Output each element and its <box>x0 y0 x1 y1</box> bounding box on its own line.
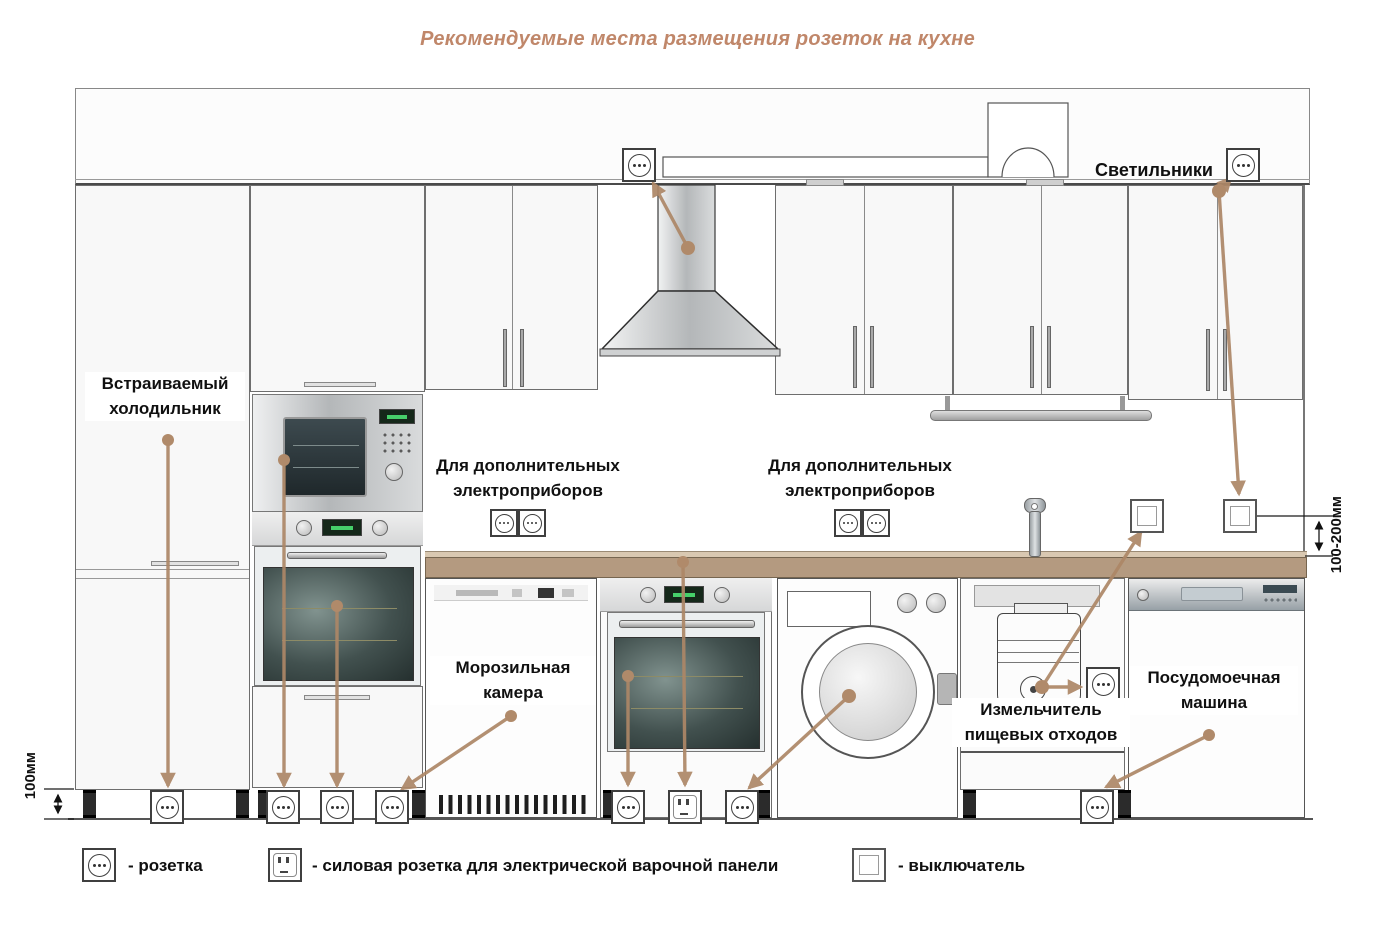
socket-icon <box>266 790 300 824</box>
arrow-freezer <box>402 716 511 789</box>
socket-icon <box>611 790 645 824</box>
power-socket-icon <box>268 848 302 882</box>
arrow-disposer-switch <box>1042 532 1141 687</box>
arrow-lights-switch <box>1219 191 1239 494</box>
socket-icon <box>82 848 116 882</box>
socket-icon <box>862 509 890 537</box>
socket-icon <box>1086 667 1120 701</box>
dimension-label-plinth: 100мм <box>22 752 39 800</box>
label-additional-1: Для дополнительных электроприборов <box>436 456 620 500</box>
label-fridge: Встраиваемый холодильник <box>85 372 245 421</box>
socket-icon <box>490 509 518 537</box>
label-additional-2: Для дополнительных электроприборов <box>768 456 952 500</box>
dimension-plinth <box>44 789 74 819</box>
legend-power-socket-label: - силовая розетка для электрической варочной панели <box>312 856 779 875</box>
socket-icon <box>320 790 354 824</box>
cooker-hood <box>600 103 1068 356</box>
socket-icon <box>725 790 759 824</box>
socket-icon <box>150 790 184 824</box>
switch-icon <box>1223 499 1257 533</box>
socket-icon <box>375 790 409 824</box>
label-disposer: Измельчитель пищевых отходов <box>952 698 1130 747</box>
label-freezer: Морозильная камера <box>430 656 596 705</box>
dimension-label-above-counter: 100-200мм <box>1328 496 1345 574</box>
arrow-hob <box>683 562 685 785</box>
socket-icon <box>518 509 546 537</box>
legend-switch-label: - выключатель <box>898 856 1026 875</box>
page-title: Рекомендуемые места размещения розеток на кухне <box>420 28 975 50</box>
label-dishwasher: Посудомоечная машина <box>1130 666 1298 715</box>
socket-icon <box>622 148 656 182</box>
socket-icon <box>1226 148 1260 182</box>
label-lights: Светильники <box>1095 160 1213 180</box>
switch-icon <box>1130 499 1164 533</box>
dimension-above-counter <box>1257 516 1333 556</box>
switch-icon <box>852 848 886 882</box>
arrow-washer <box>749 696 849 788</box>
socket-icon <box>1080 790 1114 824</box>
power-socket-icon <box>668 790 702 824</box>
legend-socket-label: - розетка <box>128 856 203 875</box>
socket-icon <box>834 509 862 537</box>
